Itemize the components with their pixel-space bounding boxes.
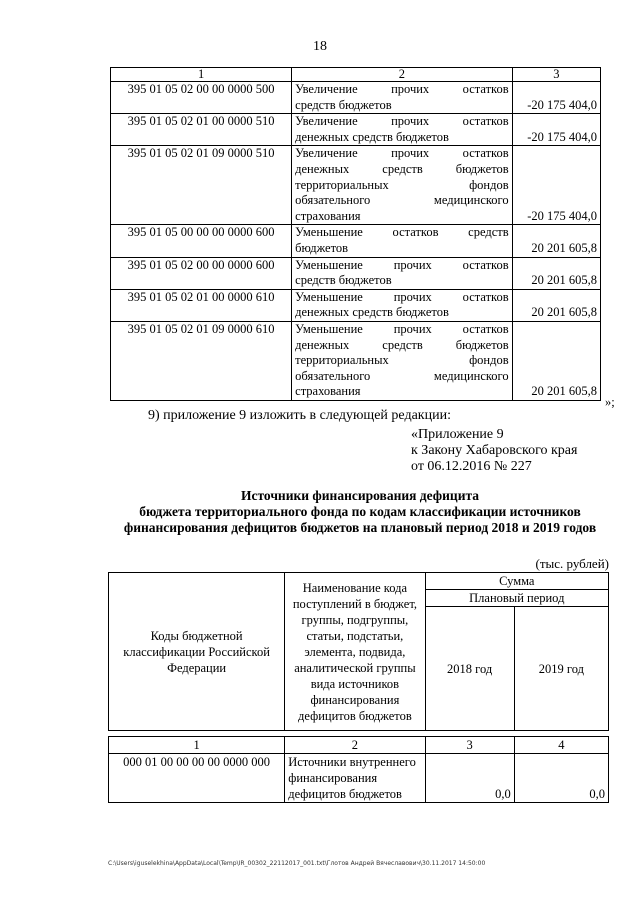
row-name-line: Увеличение прочих остатков: [295, 114, 509, 129]
table-row: [111, 114, 601, 146]
table-row: [111, 257, 601, 289]
appendix-line: к Закону Хабаровского края: [411, 443, 578, 458]
row-name-line: средств бюджетов: [295, 97, 392, 112]
title-line: бюджета территориального фонда по кодам классификации источников: [139, 504, 581, 519]
row-name-line: страхования: [295, 208, 361, 223]
row-code: 000 01 00 00 00 00 0000 000: [109, 754, 285, 803]
row-name-line: Увеличение прочих остатков: [295, 82, 509, 96]
table-row: [111, 225, 601, 257]
column-number: 3: [512, 68, 600, 82]
header-code-name: Наименование кода поступлений в бюджет, группы, подгруппы, статьи, подстатьи, элемента, подвида, аналитической группы вида источников финансирования дефицитов бюджетов: [285, 573, 425, 731]
row-code: 395 01 05 02 00 00 0000 600: [111, 257, 292, 289]
appendix-line: от 06.12.2016 № 227: [411, 459, 532, 474]
appendix-reference: [411, 427, 577, 475]
column-number: 3: [425, 737, 514, 754]
header-budget-codes: Коды бюджетной классификации Российской Федерации: [109, 573, 285, 731]
table-row: [109, 754, 609, 803]
document-title: [0, 488, 640, 536]
row-name: [292, 289, 513, 321]
header-year-2019: 2019 год: [514, 607, 608, 731]
table-row: [111, 321, 601, 400]
column-number: 2: [285, 737, 425, 754]
file-path-footer: C:\Users\iguselekhina\AppData\Local\Temp\IR_00302_22112017_001.txt\Глотов Андрей Вячеславович\30.11.2017 14:50:00: [108, 860, 486, 867]
page-number: 18: [313, 39, 327, 54]
row-code: 395 01 05 02 01 09 0000 610: [111, 321, 292, 400]
header-sum: Сумма: [425, 573, 608, 590]
row-name: [292, 225, 513, 257]
row-value: -20 175 404,0: [512, 82, 600, 114]
row-value: 20 201 605,8: [512, 321, 600, 400]
row-code: 395 01 05 02 01 00 0000 610: [111, 289, 292, 321]
row-name: [292, 257, 513, 289]
amendment-item-9: 9) приложение 9 изложить в следующей редакции:: [148, 408, 451, 423]
title-line: Источники финансирования дефицита: [240, 488, 480, 503]
row-name: [292, 321, 513, 400]
row-name: [292, 82, 513, 114]
row-name-line: обязательного медицинского: [295, 193, 509, 208]
row-name-line: денежных средств бюджетов: [295, 129, 449, 144]
row-name: [292, 146, 513, 225]
row-name: Источники внутреннего финансирования дефицитов бюджетов: [285, 754, 425, 803]
row-name-line: Уменьшение прочих остатков: [295, 257, 509, 272]
row-name-line: Уменьшение остатков средств: [295, 225, 509, 240]
row-code: 395 01 05 02 01 09 0000 510: [111, 146, 292, 225]
sources-table-continued: [110, 67, 601, 401]
title-line: финансирования дефицитов бюджетов на плановый период 2018 и 2019 годов: [123, 520, 597, 535]
row-code: 395 01 05 00 00 00 0000 600: [111, 225, 292, 257]
row-value-2019: 0,0: [514, 754, 608, 803]
row-code: 395 01 05 02 00 00 0000 500: [111, 82, 292, 114]
table-row: [111, 82, 601, 114]
row-name-line: обязательного медицинского: [295, 368, 509, 383]
header-year-2018: 2018 год: [425, 607, 514, 731]
row-name-line: Уменьшение прочих остатков: [295, 321, 509, 336]
row-value: 20 201 605,8: [512, 257, 600, 289]
row-value: 20 201 605,8: [512, 225, 600, 257]
row-name-line: Уменьшение прочих остатков: [295, 289, 509, 304]
row-name-line: территориальных фондов: [295, 177, 509, 192]
row-name-line: денежных средств бюджетов: [295, 161, 509, 176]
column-number: 1: [111, 68, 292, 82]
row-code: 395 01 05 02 01 00 0000 510: [111, 114, 292, 146]
column-number: 1: [109, 737, 285, 754]
table-header-row: [111, 68, 601, 82]
row-name: [292, 114, 513, 146]
header-plan-period: Плановый период: [425, 590, 608, 607]
row-name-line: страхования: [295, 384, 361, 399]
row-value: -20 175 404,0: [512, 114, 600, 146]
column-numbers-row: [109, 737, 609, 754]
appendix-line: «Приложение 9: [411, 427, 504, 442]
column-number: 2: [292, 68, 513, 82]
row-value: 20 201 605,8: [512, 289, 600, 321]
row-value: -20 175 404,0: [512, 146, 600, 225]
table-row: [111, 146, 601, 225]
planned-period-table: [108, 572, 609, 803]
units-note: (тыс. рублей): [535, 556, 609, 571]
closing-quote: »;: [605, 395, 615, 409]
row-name-line: Увеличение прочих остатков: [295, 146, 509, 161]
row-value-2018: 0,0: [425, 754, 514, 803]
row-name-line: средств бюджетов: [295, 273, 392, 288]
row-name-line: бюджетов: [295, 240, 349, 255]
row-name-line: денежных средств бюджетов: [295, 337, 509, 352]
column-number: 4: [514, 737, 608, 754]
table-row: [111, 289, 601, 321]
row-name-line: территориальных фондов: [295, 353, 509, 368]
row-name-line: денежных средств бюджетов: [295, 305, 449, 320]
